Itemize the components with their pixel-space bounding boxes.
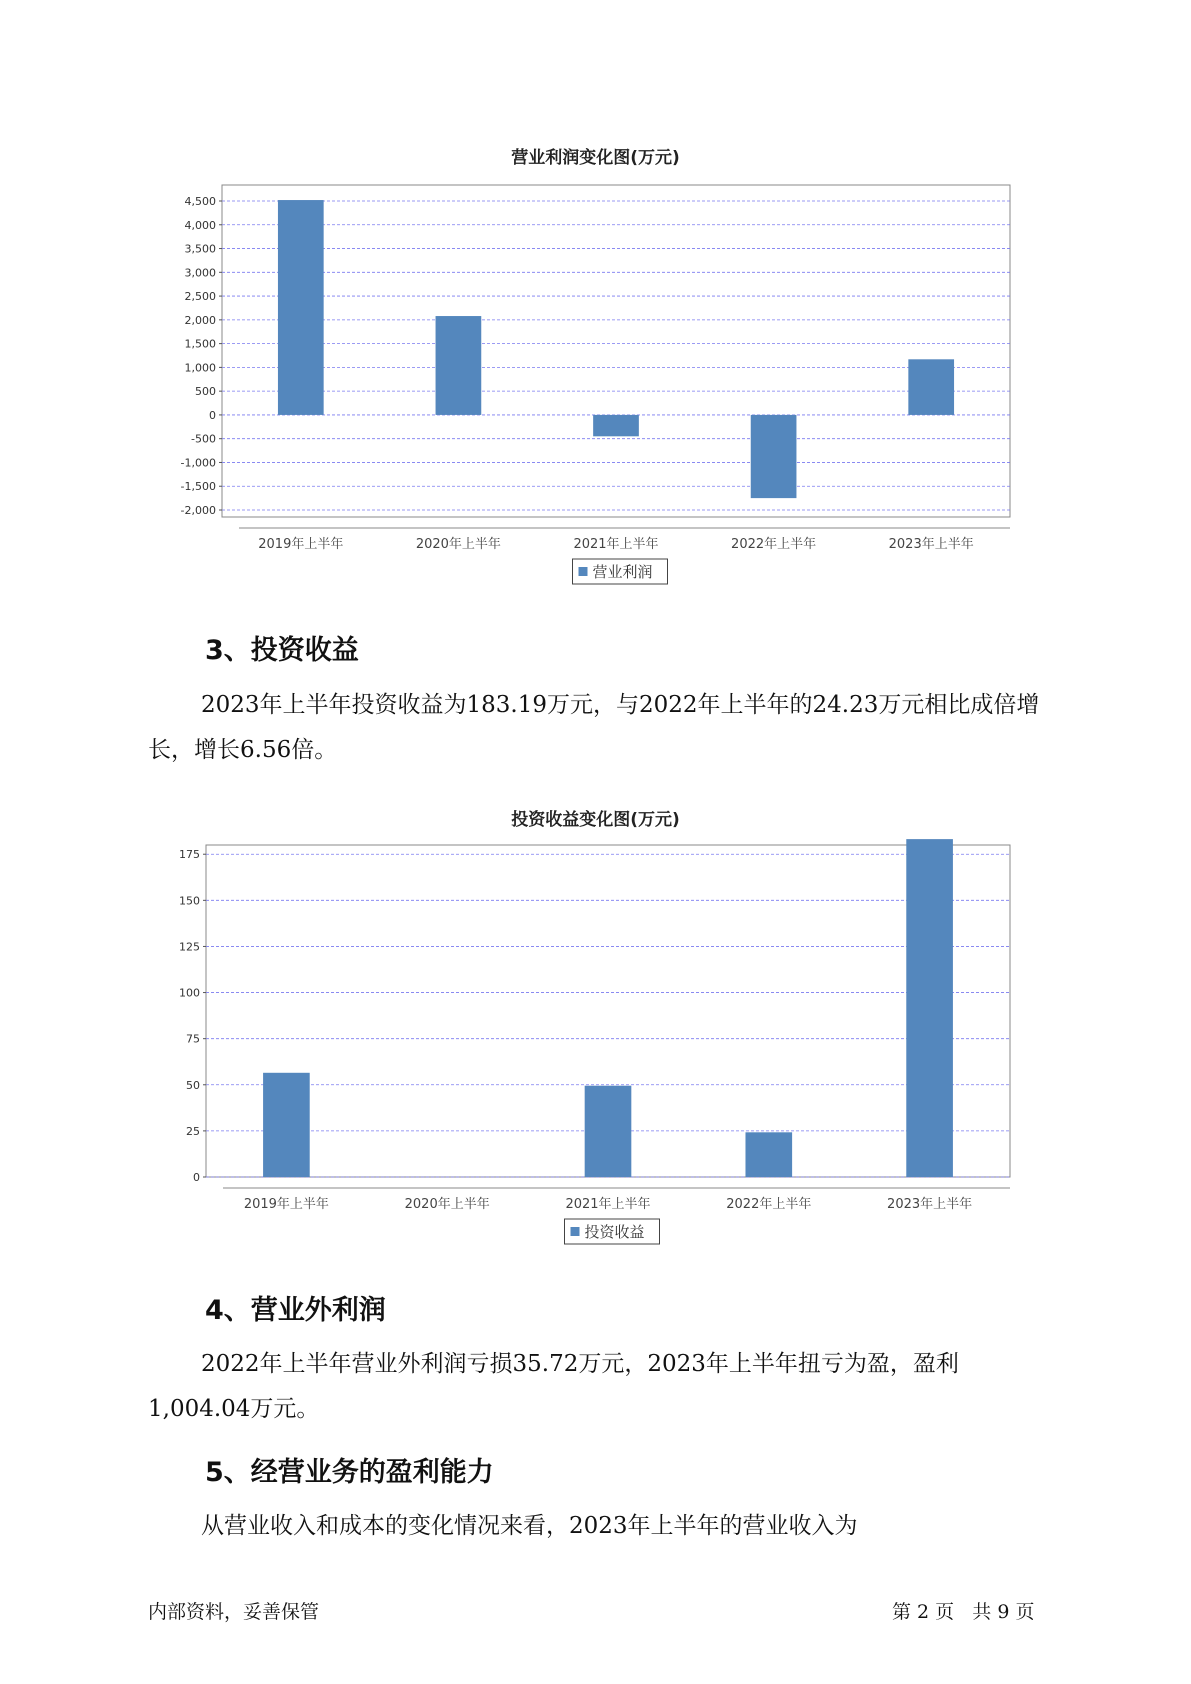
y-tick-label: 75 [186,1032,200,1046]
x-tick-label: 2019年上半年 [258,537,344,552]
section3-paragraph [148,683,1058,773]
investment-income-chart [0,830,1191,1250]
y-tick-label: 25 [186,1124,200,1138]
section3-text: 2023年上半年投资收益为183.19万元，与2022年上半年的24.23万元相比成倍增长，增长6.56倍。 [148,692,1040,763]
y-tick-label: 1,000 [184,361,216,375]
x-tick-label: 2019年上半年 [243,1197,329,1212]
legend-swatch [571,1227,580,1236]
bar [278,200,324,415]
section5-heading: 5、经营业务的盈利能力 [205,1457,494,1488]
legend-swatch [579,567,588,576]
chart1-title: 营业利润变化图(万元) [511,148,680,168]
bar [585,1086,632,1177]
x-tick-label: 2023年上半年 [888,537,974,552]
legend-label: 投资收益 [584,1223,645,1241]
section4-heading: 4、营业外利润 [205,1295,386,1326]
section3-heading: 3、投资收益 [205,635,359,666]
bar [906,839,953,1177]
y-tick-label: -2,000 [180,504,216,517]
x-tick-label: 2022年上半年 [726,1197,812,1212]
bar [745,1132,792,1177]
y-tick-label: 175 [179,848,200,862]
section5-paragraph [148,1504,1058,1549]
x-tick-label: 2022年上半年 [731,537,817,552]
y-tick-label: 1,500 [184,337,216,351]
footer-confidential: 内部资料，妥善保管 [148,1601,320,1623]
plot-area [222,185,1010,517]
chart2-title: 投资收益变化图(万元) [511,810,680,830]
x-tick-label: 2021年上半年 [565,1197,651,1212]
y-tick-label: 2,000 [184,313,216,327]
bar [263,1073,310,1177]
y-tick-label: -1,000 [180,456,216,470]
section4-text: 2022年上半年营业外利润亏损35.72万元，2023年上半年扭亏为盈，盈利1,004.04万元。 [148,1351,959,1422]
y-tick-label: -500 [191,432,216,446]
y-tick-label: 150 [179,894,200,908]
y-tick-label: 100 [179,986,200,1000]
bar [593,415,639,436]
y-tick-label: 125 [179,940,200,954]
section4-paragraph [148,1342,1058,1432]
y-tick-label: 0 [209,408,216,422]
legend-label: 营业利润 [592,563,653,581]
y-tick-label: 3,000 [184,266,216,280]
y-tick-label: 2,500 [184,290,216,304]
legend [565,1219,660,1244]
y-tick-label: 0 [193,1171,200,1184]
y-tick-label: 3,500 [184,242,216,256]
footer-page-number: 第 2 页 共 9 页 [892,1601,1035,1623]
y-tick-label: 50 [186,1078,200,1092]
x-tick-label: 2020年上半年 [415,537,501,552]
y-tick-label: 500 [195,385,216,399]
x-tick-label: 2020年上半年 [404,1197,490,1212]
bar [436,316,482,415]
legend [573,559,668,584]
x-tick-label: 2023年上半年 [887,1197,973,1212]
x-tick-label: 2021年上半年 [573,537,659,552]
bar [751,415,797,498]
y-tick-label: 4,500 [184,195,216,208]
y-tick-label: 4,000 [184,218,216,232]
bar [908,359,954,415]
y-tick-label: -1,500 [180,480,216,494]
section5-text: 从营业收入和成本的变化情况来看，2023年上半年的营业收入为 [201,1513,858,1539]
operating-profit-chart [0,170,1191,590]
